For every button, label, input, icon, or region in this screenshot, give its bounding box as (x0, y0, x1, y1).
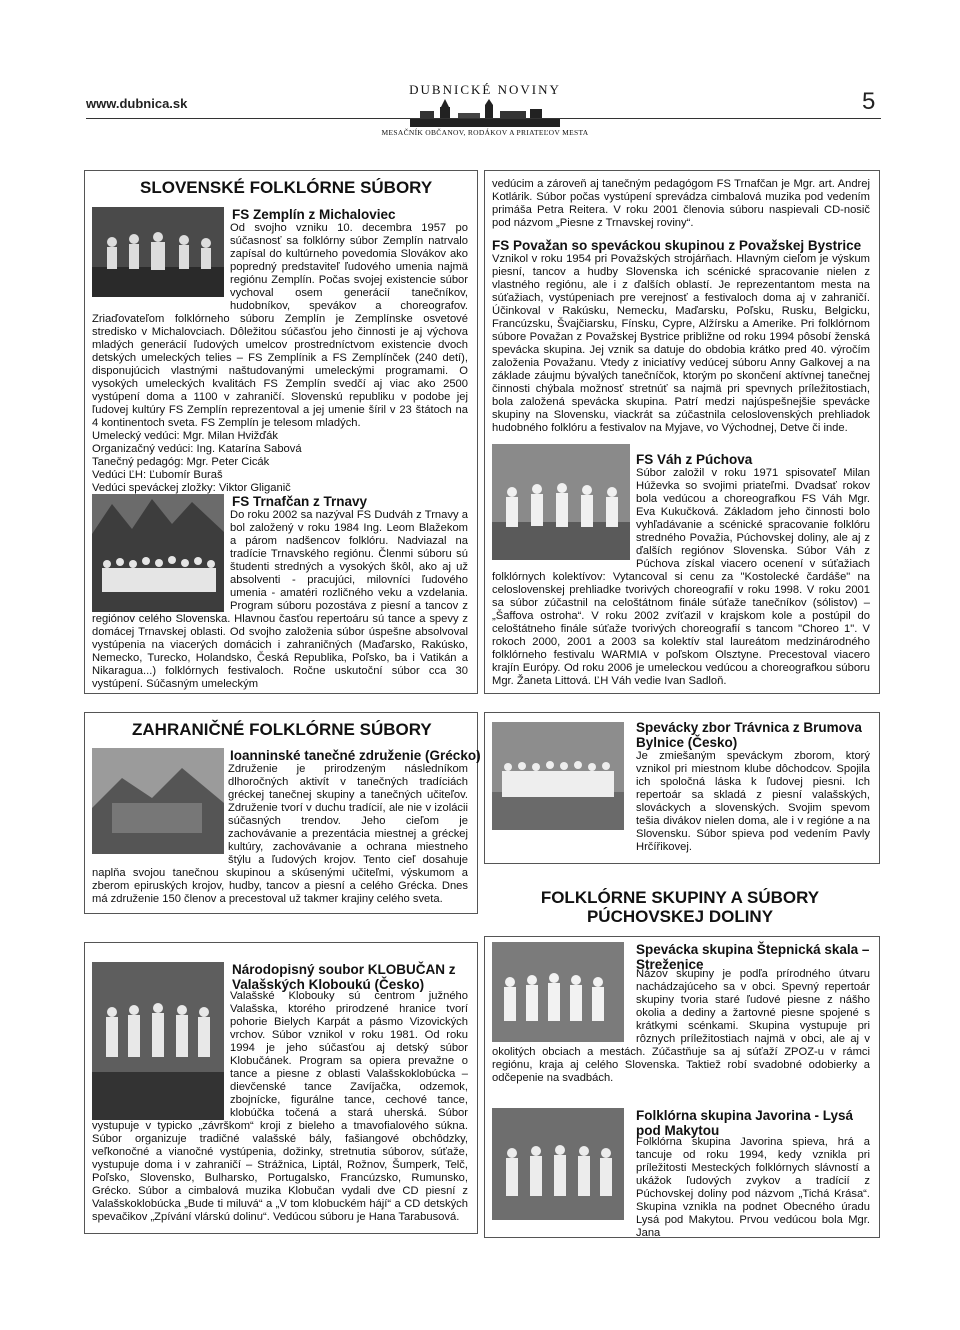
section-title-slovak: SLOVENSKÉ FOLKLÓRNE SÚBORY (140, 178, 433, 197)
javorina-text: Folklórna skupina Javorina spieva, hrá a tancuje od roku 1994, kedy vznikla pri príležitosti Mesteckých folklórnych slávností a ukážok ľudových zvykov a tradícií z Púchovskej doliny pod názvom „Tichá Krása“. Skupina vznikla na podnet Obecného úradu Lysá pod Makytou. Prvou vedúcou bola Mgr. Jana (636, 1136, 870, 1239)
ioannina-text-block (92, 763, 468, 906)
credit-line: Organizačný vedúci: Ing. Katarína Sabová (92, 443, 302, 455)
box1-right-column (492, 178, 870, 435)
javorina-photo (492, 1108, 624, 1220)
vah-heading: FS Váh z Púchova (636, 452, 753, 467)
strezenice-text: Názov skupiny je podľa prírodného útvaru nachádzajúceho sa v obci. Spevný repertoár skupiny tvoria staré ľudové piesne z nášho okolia a dediny a žartovné piesne spojené s krátkymi scénkami. Skupina vystupuje pri rôznych príležitostiach najmä v obci, ale aj v okolitých obciach a mestách. Zúčastňuje sa aj súťaží ZPOZ-u v rámci regiónu, kraja aj celého Slovenska. Taktiež robí svadobné odobierky a odčepenie na svadbách. (492, 968, 870, 1084)
trnafcan-text-block (92, 509, 468, 691)
klobucan-heading: Národopisný soubor KLOBUČAN z Valašských Kloboukú (Česko) (232, 962, 456, 992)
travnica-text: Je zmiešaným speváckym zborom, ktorý vznikol pri miestnom klube dôchodcov. Spojila ich spoločná láska k ľudovej piesni. Ich repertoár sa skladá z piesní valašských, slováckych a slovenských. Svojim spevom tešia divákov nielen doma, ale i v regióne a na Slovensku. Súbor spieva pod vedením Pavly Hrčířikovej. (636, 750, 870, 853)
newspaper-title: DUBNICKÉ NOVINY (409, 82, 561, 97)
strezenice-heading: Spevácka skupina Štepnická skala – Streženice (636, 942, 870, 972)
credit-line: Vedúci speváckej zložky: Viktor Gliganič (92, 482, 291, 494)
section-title-puchov: FOLKLÓRNE SKUPINY A SÚBORY PÚCHOVSKEJ DOLINY (540, 888, 820, 926)
zemplin-heading: FS Zemplín z Michaloviec (232, 207, 396, 222)
header-rule (86, 118, 881, 119)
ioannina-text: Združenie je prirodzeným následníkom dlhoročných aktivít v tanečných tradíciách gréckej tanečnej skupiny a tanečných učiteľov. Združenie tvorí v duchu tradícií, ale nie v izolácii súčasných trendov. Jeho cieľom je zachovávanie a prezentácia miestnej a gréckej kultúry, zachovávanie a ochrana miestneho štýlu a ľudových krojov. Tento cieľ dosahuje naplňa svojou tanečnou skupinou a skúsenými učiteľmi, výskumom a zberom epiruských krojov, hudby, tancov a piesní a celého Grécka. Dnes má združenie 150 členov a precestoval už takmer krajiny celého sveta. (92, 763, 468, 905)
credit-line: Vedúci ĽH: Ľubomír Buraš (92, 469, 223, 481)
travnica-photo (492, 722, 624, 830)
klobucan-text: Valašské Klobouky sú centrom južného Valašska, ktorého prirodzené hranice tvorí pohorie Bielych Karpát a pásmo Vizovických vrchov. Súbor vznikol v roku 1981. Od roku 1994 je jeho súčasťou aj detský súbor Klobučánek. Program sa opiera prevažne o tance a piesne z oblasti Valašskoklobúcka – dievčenské tance Zavíjačka, odzemok, zbojnícke, figurálne tance, cechové tance, klobúčka točená a stará uherská. Súbor vystupuje v typicko „závrškom“ kroji z bieleho a tmavofialového súkna. Súbor organizuje tradičné valašské bály, fašiangové obchôdzky, veľkonočné a vianočné vystúpenia, dožinky, stretnutia súborov, súťaže, vystupuje doma i v zahraničí – Strážnica, Liptál, Rožnov, Šumperk, Telč, Poľsko, Slovensko, Bulharsko, Portugalsko, Francúzsko, Rumunsko, Grécko. Súbor a cimbalová muzika Klobučan vydali dve CD piesní z Valašskoklobúcka „Bude ti miluvá“ a „V tom klobuckém hájí“ a CD detských spevačikov „Zpívání vlárskú dolinu“. Vedúcou súboru je Hana Tarabusová. (92, 990, 468, 1223)
ioannina-heading: Ioanninské tanečné združenie (Grécko) (230, 748, 481, 763)
masthead (360, 82, 610, 142)
trnafcan-text: Do roku 2002 sa nazýval FS Dudváh z Trnavy a bol založený v roku 1984 Ing. Leom Blažekom a párom nadšencov folklóru. Nadviazal na tradície Trnavského regiónu. Členmi súboru sú študenti stredných a vysokých škôl, ako aj už absolventi - pracujúci, milovníci ľudového umenia - amatéri rozličného veku a vzdelania. Program súboru pozostáva z piesní a tancov z regiónov celého Slovenska. Hlavnou časťou repertoáru sú tance a spevy z domácej Trnavskej oblasti. Od svojho založenia súbor úspešne absolvoval vystúpenia na viacerých domácich i zahraničných (Maďarsko, Rakúsko, Nemecko, Turecko, Holandsko, Česká Republika, Poľsko, ba i Vatikán a Nikaragua...) folklórnych festivaloch. Ročne uskutoční súbor cca 30 vystúpení. Súčasným umeleckým (92, 509, 468, 690)
povazan-heading: FS Považan so speváckou skupinou z Považskej Bystrice (492, 238, 862, 253)
zemplin-text: Od svojho vzniku 10. decembra 1957 po súčasnosť sa folklórny súbor Zemplín natrvalo zapísal do kultúrneho povedomia Slovákov ako popredný predstaviteľ ľudového umenia najmä regiónu Zemplín. Počas svojej existencie súbor vychoval osem generácií tanečníkov, hudobníkov, spevákov a choreografov. Zriaďovateľom folklórneho súboru Zemplín je Zemplínske osvetové stredisko v Michalovciach. Dôležitou súčasťou jeho činnosti je aj výchova mladých generácií ľudových umelcov prostredníctvom existencie dvoch detských umeleckých telies – FS Zemplínik a FS Zemplínček (240 detí), disponujúcich vlastnými naštudovanými umeleckými programami. O vysokých umeleckých kvalitách FS Zemplín svedčí aj viac ako 2500 vystúpení doma a 1100 v zahraničí. Slovenskú republiku v podobe jej ľudovej kultúry FS Zemplín reprezentoval a jej umenie šíril v 23 štátoch na 4 kontinentoch sveta. FS Zemplín je telesom mladých. (92, 222, 468, 429)
zemplin-text-block (92, 222, 468, 495)
town-skyline-logo (410, 99, 560, 127)
povazan-text: Vznikol v roku 1954 pri Považských strojárňach. Hlavným cieľom je výskum piesní, tancov a hudby Slovenska ich scénické spracovanie nielen z vlastného regiónu, ale i z ďalších oblastí. Je reprezentantom mesta na súťažiach, vystúpeniach pre verejnosť a festivaloch doma aj v zahraničí. Účinkoval v Rakúsku, Nemecku, Maďarsku, Poľsku, Rusku, Belgicku, Francúzsku, Švajčiarsku, Fínsku, Cypre, Alžírsku a Amerike. Pri folklórnom súbore Považan z Považskej Bystrice približne od roku 1994 pôsobí ženská spevácka skupina. Jej vznik sa datuje do obdobia krátko pred 40. výročím založenia Považanu. Vtedy z iniciatívy vedúcej súboru Anny Galkovej a na základe záujmu bývalých tanečníčok, ktorým po skončení aktívnej tanečnej činnosti chýbala možnosť stretnúť sa najmä pri spevnych príležitostiach, bola založená spevácka skupina. Patrí medzi najúspešnejšie spevácke skupiny na Slovensku, viackrát sa zúčastnila celoslovenských prehliadok hudobného folklóru a festivalov na Myjave, vo Východnej, Detve či inde. (492, 253, 870, 434)
website-url[interactable]: www.dubnica.sk (86, 96, 188, 111)
strezenice-text-block (492, 968, 870, 1085)
masthead-subtitle: MESAČNÍK OBČANOV, RODÁKOV A PRIATEĽOV MESTA (381, 128, 589, 137)
javorina-heading: Folklórna skupina Javorina - Lysá pod Makytou (636, 1108, 854, 1138)
vah-text-block (492, 467, 870, 688)
page-number: 5 (862, 88, 876, 115)
trnafcan-continuation: vedúcim a zároveň aj tanečným pedagógom FS Trnafčan je Mgr. art. Andrej Kotlárik. Súbor počas vystúpení sprevádza cimbalová muzika pod vedením primáša Petra Reitera. V roku 2001 členovia súboru naspievali CD-nosič pod názvom „Piesne z Trnavskej roviny“. (492, 178, 870, 229)
vah-text: Súbor založil v roku 1971 spisovateľ Milan Húževka so svojimi priateľmi. Dvadsať rokov bola vedúcou a choreografkou FS Váh Mgr. Eva Kukučková. Základom jeho činnosti bolo vyhľadávanie a scénické spracovanie folklóru stredného Považia, Púchovskej doliny, ale aj z ďalších regiónov Slovenska. Súbor Váh z Púchova získal viacero ocenení v súťažiach folklórnych kolektívov: Vytancoval si cenu za "Kostolecké čardáše" na celoslovenskej prehliadke tvorivých choreografií v roku 1998. V roku 2001 sa súbor zúčastnil na celoštátnom finále súťaže tanečníkov (sólistov) – „Šaffova ostroha“. V roku 2002 zvíťazil v krajskom kole a postúpil do celoštátneho finále súťaže tvorivých choreografií s tancom "Choreo 1". V rokoch 2000, 2001 a 2003 sa kolektív stal laureátom medzinárodného folklórneho festivalu WARMIA v poľskom Olsztyne. Precestoval viacero krajín Európy. Od roku 2006 je umeleckou vedúcou a choreografkou súboru Mgr. Žaneta Littová. ĽH Váh vedie Ivan Sadloň. (492, 467, 870, 687)
zemplin-credits (92, 430, 468, 495)
travnica-text-block (636, 750, 870, 854)
credit-line: Tanečný pedagóg: Mgr. Peter Cicák (92, 456, 270, 468)
trnafcan-heading: FS Trnafčan z Trnavy (232, 494, 368, 509)
klobucan-text-block (92, 990, 468, 1224)
travnica-heading: Spevácky zbor Trávnica z Brumova Bylnice (Česko) (636, 720, 862, 750)
credit-line: Umelecký vedúci: Mgr. Milan Hvižďák (92, 430, 278, 442)
javorina-text-block (636, 1136, 870, 1240)
section-title-foreign: ZAHRANIČNÉ FOLKLÓRNE SÚBORY (132, 720, 432, 739)
